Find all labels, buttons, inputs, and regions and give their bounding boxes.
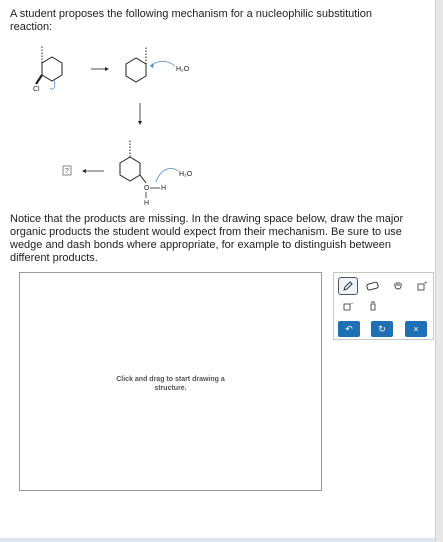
page-scrollbar[interactable] (435, 0, 443, 542)
curved-arrow-icon (50, 80, 55, 89)
lone-pair-icon[interactable] (363, 297, 383, 315)
redo-button[interactable]: ↻ (371, 321, 393, 337)
eraser-icon[interactable] (363, 277, 383, 295)
clear-button[interactable]: × (405, 321, 427, 337)
curved-arrow-icon (156, 168, 178, 182)
plus-charge-icon[interactable] (412, 277, 432, 295)
oxonium-o-label: O (144, 185, 150, 192)
water-label-1: H₂O (176, 66, 190, 73)
pencil-icon[interactable] (338, 277, 358, 295)
water-label-2: H₂O (179, 171, 193, 178)
drawing-hint (20, 375, 321, 393)
instructions-text: Notice that the products are missing. In the drawing space below, draw the major organic products the student would expect from their mechanism. Be sure to use wedge and dash bonds where appropriate, for example to distinguish between different products. (10, 213, 404, 264)
oxonium-h-below: H (144, 200, 150, 207)
drawing-hint-line2: structure. (154, 385, 187, 392)
svg-text:+: + (424, 281, 428, 287)
drawing-canvas[interactable] (19, 272, 322, 491)
question-intro: A student proposes the following mechanism for a nucleophilic substitution reaction: (10, 8, 372, 33)
carbocation-structure (126, 46, 146, 82)
reactant-structure (36, 46, 62, 84)
minus-charge-icon[interactable] (338, 297, 358, 315)
bottom-divider (0, 538, 435, 542)
svg-text:−: − (350, 301, 354, 307)
oxonium-structure (120, 140, 146, 183)
oxonium-h-right: H (161, 185, 167, 192)
drawing-hint-line1: Click and drag to start drawing a (116, 376, 225, 383)
missing-product-label: ? (65, 168, 69, 175)
hand-icon[interactable] (388, 277, 408, 295)
undo-button[interactable]: ↶ (338, 321, 360, 337)
chlorine-label: Cl (33, 86, 40, 93)
mechanism-diagram (0, 0, 443, 210)
drawing-toolbox (333, 272, 434, 340)
